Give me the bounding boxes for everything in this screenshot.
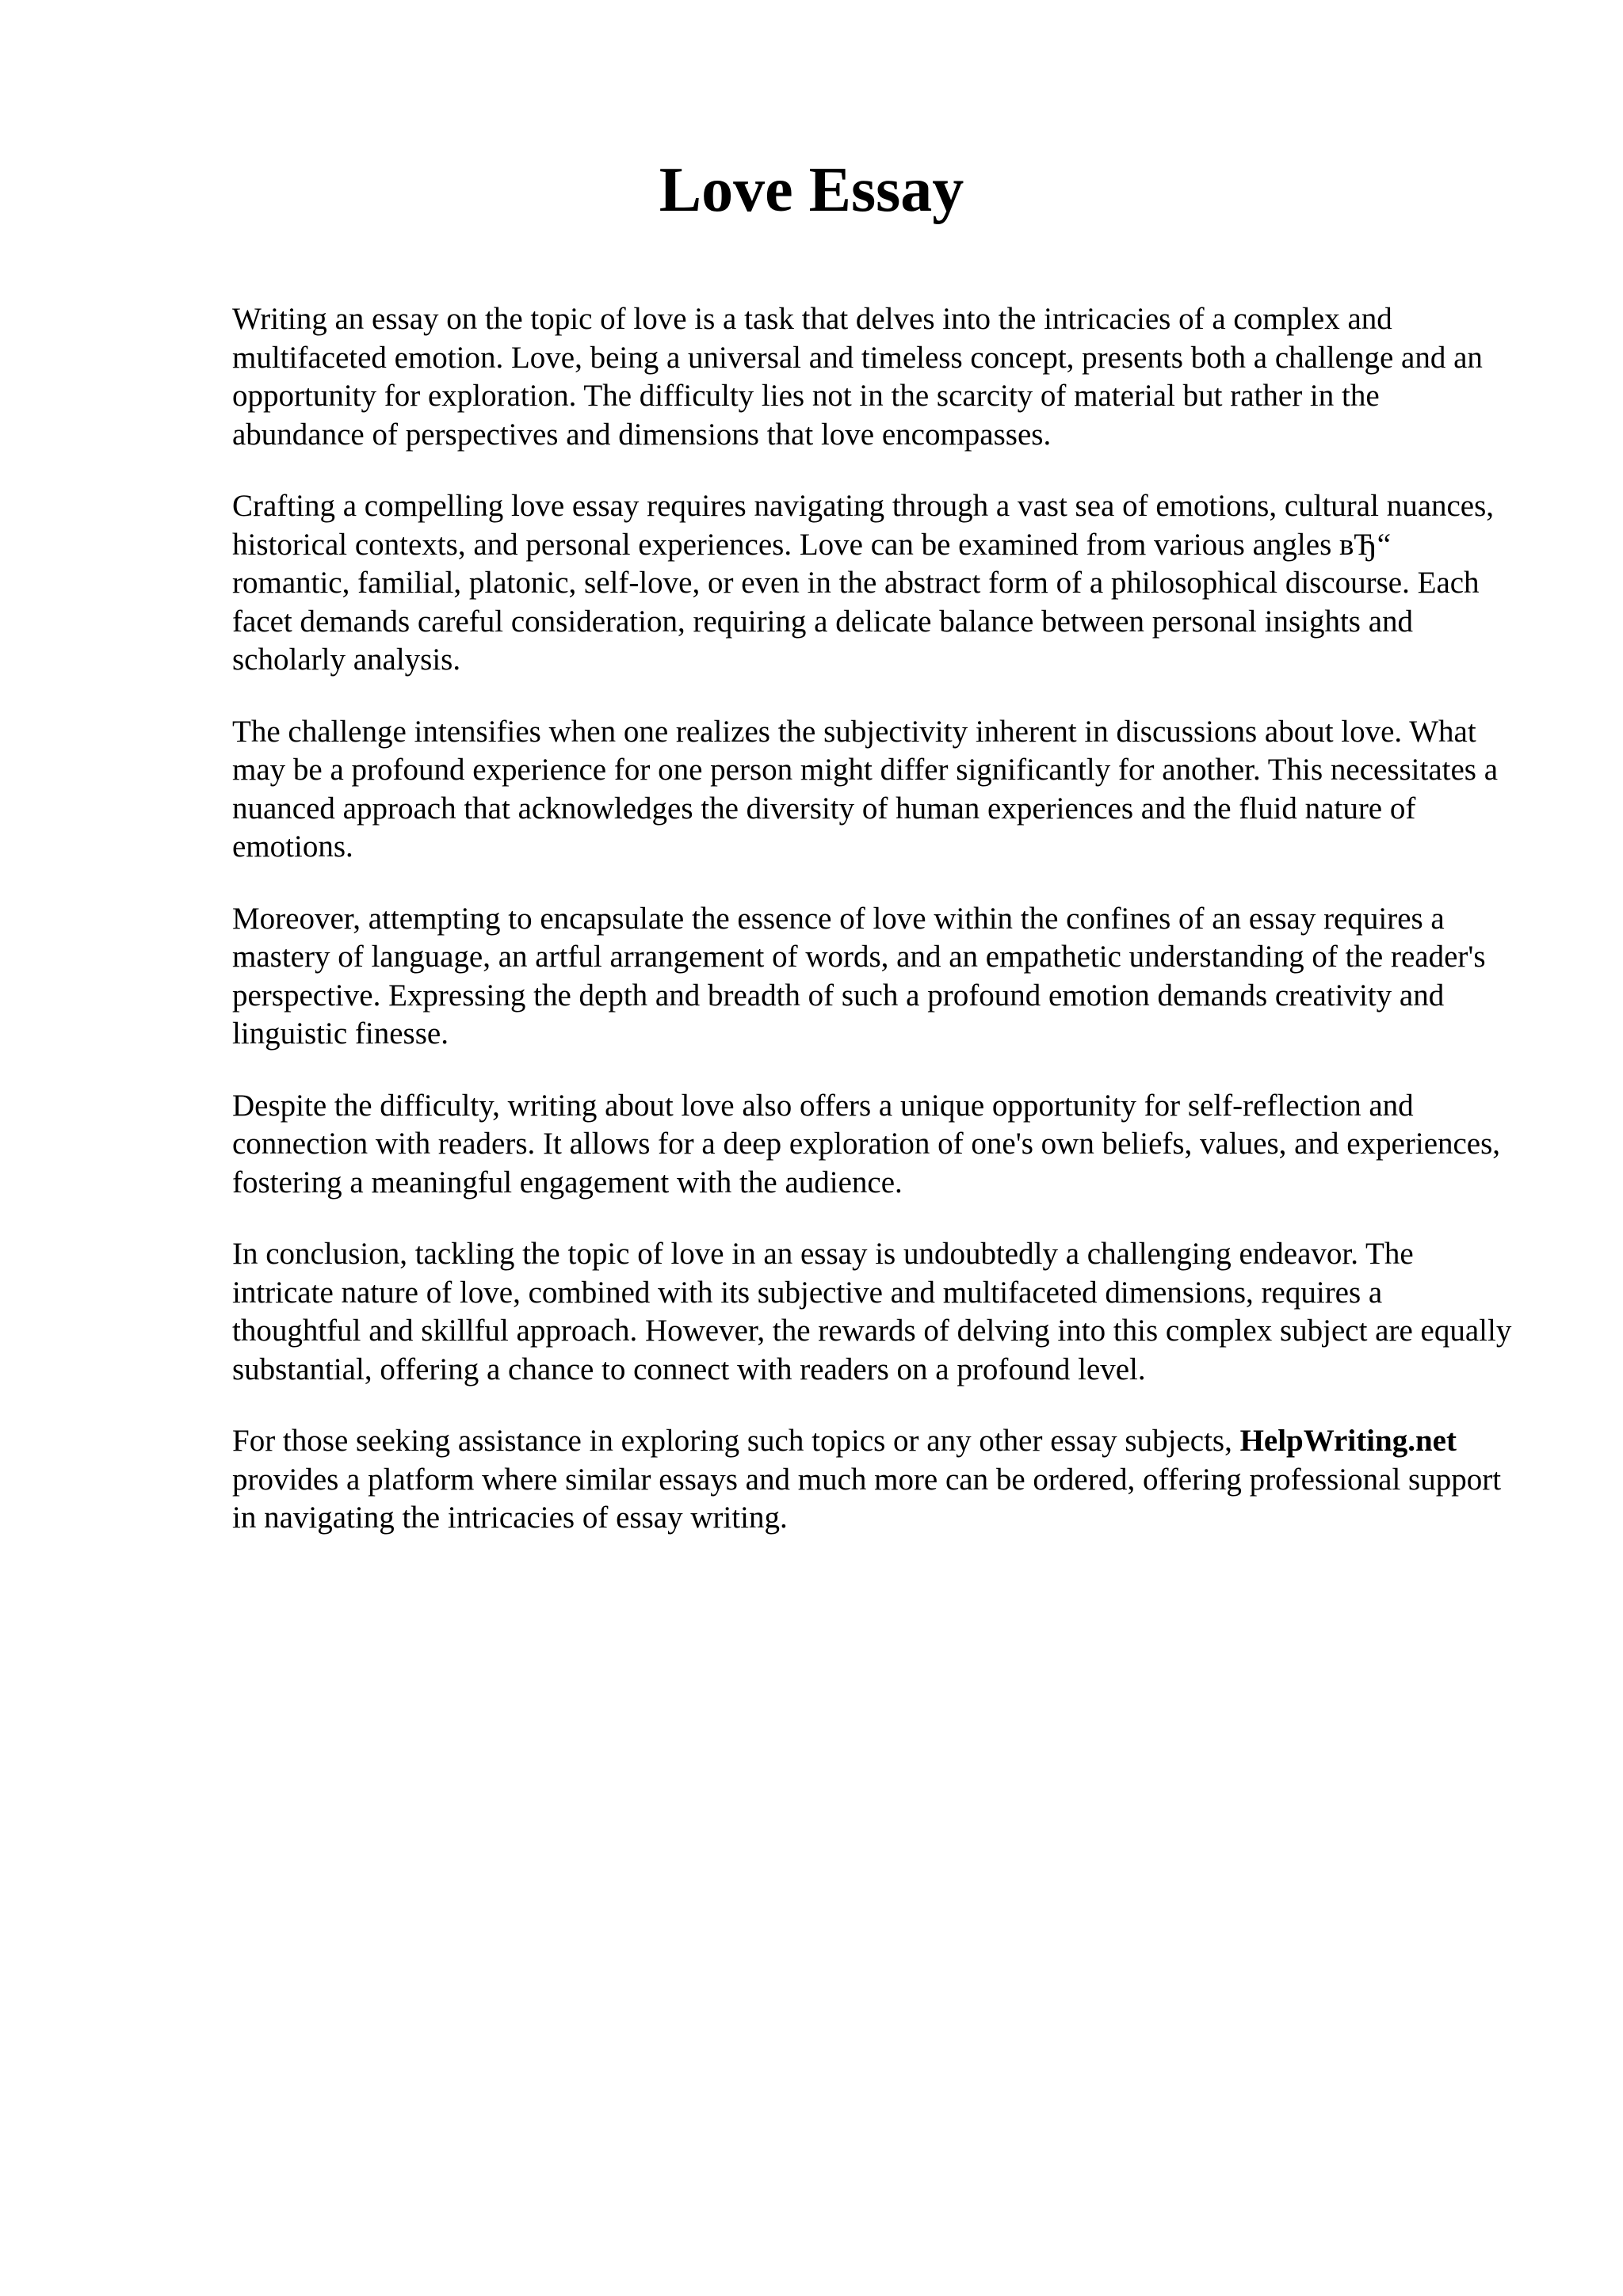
paragraph-intro: Writing an essay on the topic of love is a task that delves into the intricacies of a complex and multifaceted emotion. Love, being a universal and timeless concept, presents both a challenge and an opportunity for exploration. The difficulty lies not in the scarcity of material but rather in the abundance of perspectives and dimensions that love encompasses. bbox=[232, 302, 1483, 452]
paragraph-despite: Despite the difficulty, writing about love also offers a unique opportunity for self-reflection and connection with readers. It allows for a deep exploration of one's own beliefs, values, and experiences, fostering a meaningful engagement with the audience. bbox=[232, 1088, 1501, 1199]
paragraph-crafting: Crafting a compelling love essay requires navigating through a vast sea of emotions, cultural nuances, historical contexts, and personal experiences. Love can be examined from various angles вЂ“ romantic, familial, platonic, self-love, or even in the abstract form of a philosophical discourse. Each facet demands careful consideration, requiring a delicate balance between personal insights and scholarly analysis. bbox=[232, 489, 1495, 677]
paragraph-conclusion: In conclusion, tackling the topic of love in an essay is undoubtedly a challenging endeavor. The intricate nature of love, combined with its subjective and multifaceted dimensions, requires a thoughtful and skillful approach. However, the rewards of delving into this complex subject are equally substantial, offering a chance to connect with readers on a profound level. bbox=[232, 1237, 1512, 1386]
paragraph-challenge: The challenge intensifies when one realizes the subjectivity inherent in discussions about love. What may be a profound experience for one person might differ significantly for another. This necessitates a nuanced approach that acknowledges the diversity of human experiences and the fluid nature of emotions. bbox=[232, 714, 1499, 864]
helpwriting-link[interactable]: HelpWriting.net bbox=[1239, 1424, 1457, 1458]
closing-text-before: For those seeking assistance in exploring such topics or any other essay subjects, bbox=[232, 1424, 1232, 1458]
paragraph-closing bbox=[232, 1422, 1516, 1538]
essay-body bbox=[232, 300, 1516, 1571]
closing-text-after: provides a platform where similar essays and much more can be ordered, offering professional support in navigating the intricacies of essay writing. bbox=[232, 1462, 1502, 1535]
page-title: Love Essay bbox=[659, 155, 964, 225]
paragraph-moreover: Moreover, attempting to encapsulate the essence of love within the confines of an essay requires a mastery of language, an artful arrangement of words, and an empathetic understanding of the reader's perspective. Expressing the depth and breadth of such a profound emotion demands creativity and linguistic finesse. bbox=[232, 901, 1486, 1051]
